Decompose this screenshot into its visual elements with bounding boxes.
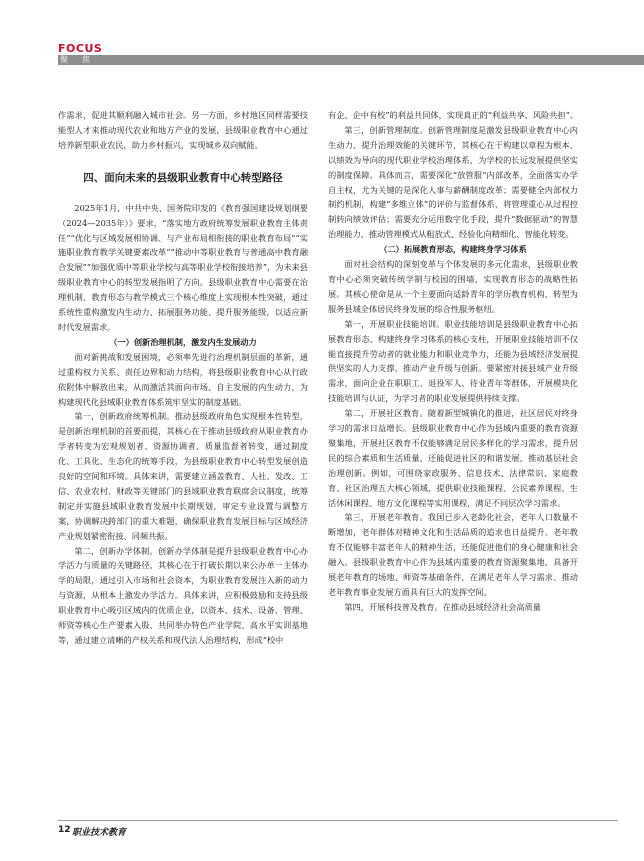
paragraph: 第二，开展社区教育。随着新型城镇化的推进，社区居民对终身学习的需求日益增长。县级职业教育中心作为县域内重要的教育资源聚集地，开展社区教育不仅能够满足居民多样化的学习需求，提升居民的综合素质和生活质量，还能促进社区的和谐发展，推动基层社会治理创新。例如，可围绕家政服务、信息技术、法律常识、家庭教育、社区治理五大核心领域，提供职业技能课程、公民素养课程、生活休闲课程、地方文化课程等实用课程，满足不同层次学习需求。	[328, 408, 578, 508]
paragraph: 面对新挑战和发展困境，必须率先进行治理机制层面的革新，通过重构权力关系、责任边界和动力结构，将县级职业教育中心从行政依附体中解放出来，从而激活其面向市场、自主发展的内生动力，为构建现代化县域职业教育体系筑牢坚实的制度基础。	[58, 351, 308, 407]
paragraph: 第一，创新政府统筹机制。推动县级政府角色实现根本性转型，是创新治理机制的首要前提，其核心在于推动县级政府从职业教育办学者转变为宏观规划者、资源协调者、质量监督者转变，通过制度化、工具化、生态化的统筹手段，为县级职业教育中心转型发展创造良好的空间和环境。具体来讲，需要建立涵盖教育、人社、发改、工信、农业农村、财政等关键部门的县域职业教育联席会议制度，统筹制定并实施县域职业教育发展中长期规划，审定专业设置与调整方案，协调解决跨部门的重大难题，确保职业教育发展目标与区域经济产业规划紧密衔接、同频共振。	[58, 411, 308, 541]
section-title: 四、面向未来的县级职业教育中心转型路径	[83, 171, 283, 184]
journal-name: 职业技术教育	[72, 828, 127, 838]
header-bar	[58, 55, 644, 65]
paragraph: 第二，创新办学体制。创新办学体制是提升县级职业教育中心办学活力与质量的关键路径，其核心在于打破长期以来公办单一主体办学的局限，通过引入市场和社会资本，为职业教育发展注入新的动力与资源，从根本上激发办学活力。具体来讲，应积极鼓励和支持县级职业教育中心吸引区域内的优质企业，以资本、技术、设备、管理、师资等核心生产要素入股，共同举办特色产业学院、高水平实训基地等，通过建立清晰的产权关系和现代法人治理结构，形成“校中	[58, 545, 308, 645]
page-number: 12	[58, 825, 71, 835]
paragraph: 第三，开展老年教育。我国已步入老龄化社会，老年人口数量不断增加，老年群体对精神文化和生活品质的追求也日益提升。老年教育不仅能够丰富老年人的精神生活，还能促进他们的身心健康和社会融入。县级职业教育中心作为县域内重要的教育资源聚集地，具备开展老年教育的场地、师资等基础条件，在满足老年人学习需求、推动老年教育事业发展方面具有巨大的发挥空间。	[328, 512, 578, 597]
paragraph: 有企、企中有校”的利益共同体，实现真正的“利益共享、风险共担”。	[328, 110, 578, 120]
paragraph: 第一，开展职业技能培训。职业技能培训是县级职业教育中心拓展教育形态、构建终身学习体系的核心支柱，开展职业技能培训不仅能直接提升劳动者的就业能力和职业竞争力，还能为县域经济发展提供坚实的人力支撑，推动产业升级与创新。要紧密对接县域产业升级需求，面向企业在职职工、退役军人、待业青年等群体，开展模块化技能培训与认证，为学习者的职业发展提供持续支撑。	[328, 318, 578, 404]
paragraph: 第三，创新管理制度。创新管理制度是激发县级职业教育中心内生动力、提升治理效能的关键环节，其核心在于构建以章程为根本、以绩效为导向的现代职业学校治理体系，为学校的长远发展提供坚实的制度保障。具体而言，需要深化“放管服”内部改革，全面落实办学自主权，尤为关键的是深化人事与薪酬制度改革；需要健全内部权力制约机制，构建“多维立体”的评价与监督体系，将管理重心从过程控制转向绩效评估；需要充分运用数字化手段，提升“数据驱动”的智慧治理能力，推动管理模式从粗放式、经验化向精细化、智能化转变。	[328, 124, 578, 240]
paragraph: 作需求，促进其顺利融入城市社会。另一方面，乡村地区同样需要技能型人才来推动现代农业和地方产业的发展，县级职业教育中心通过培养新型职业农民，助力乡村振兴，实现城乡双向赋能。	[58, 110, 308, 150]
right-column	[328, 108, 578, 615]
page-footer	[58, 820, 618, 839]
left-column	[58, 108, 308, 648]
paragraph: 第四，开展科技普及教育。在推动县域经济社会高质量	[344, 601, 541, 612]
subsection-title: （一）创新治理机制，激发内生发展动力	[109, 336, 257, 347]
page-header	[0, 40, 644, 66]
section-label: 聚焦	[60, 55, 104, 64]
paragraph: 面对社会结构的深刻变革与个体发展的多元化需求，县级职业教育中心必须突破传统学制与校园的围墙，实现教育形态的战略性拓展。其核心使命是从一个主要面向适龄青年的学历教育机构，转型为服务县域全体居民终身发展的综合性服务枢纽。	[328, 259, 578, 314]
subsection-title: （二）拓展教育形态，构建终身学习体系	[379, 244, 527, 255]
paragraph: 2025年1月，中共中央、国务院印发的《教育强国建设规划纲要（2024—2035年）》要求，“落实地方政府统筹发展职业教育主体责任”“优化与区域发展相协调、与产业布局相衔接的职业教育布局”“实施职业教育教学关键要素改革”“推动中等职业教育与普通高中教育融合发展”“加强优质中等职业学校与高等职业学校衔接培养”，为未来县级职业教育中心的转型发展指明了方向。县级职业教育中心需要在治理机制、教育形态与教学模式三个核心维度上实现根本性突破，通过系统性重构激发内生动力、拓展服务功能、提升服务能级，以适应新时代发展需求。	[58, 202, 308, 332]
focus-label: FOCUS	[58, 42, 103, 55]
